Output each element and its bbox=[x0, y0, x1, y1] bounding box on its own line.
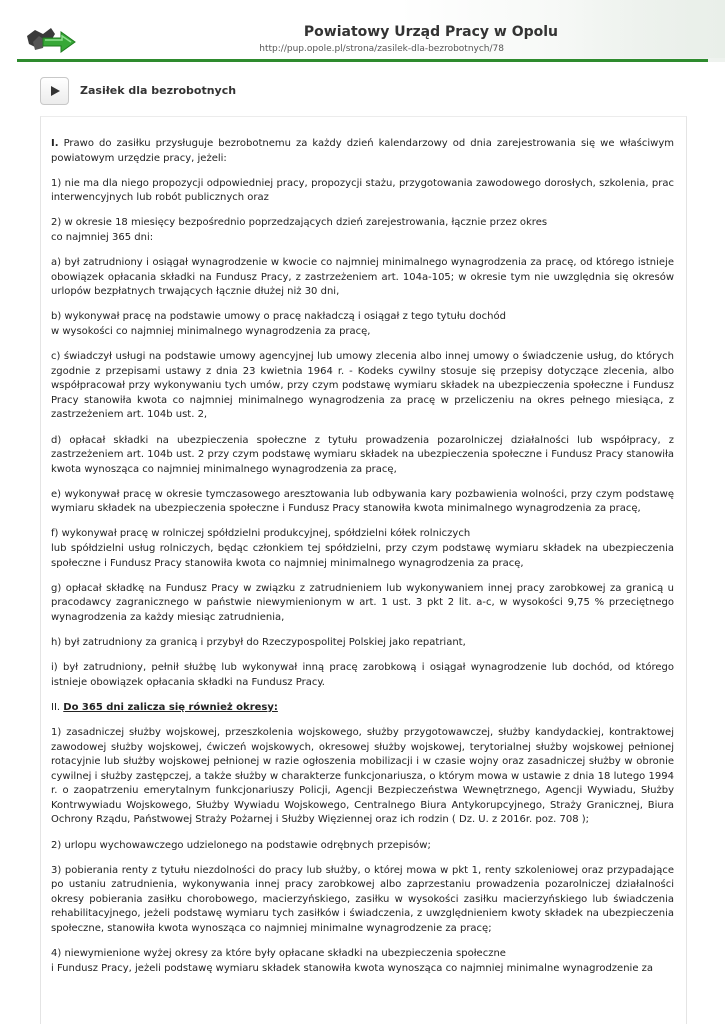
period-4-line1: 4) niewymienione wyżej okresy za które były opłacane składki na ubezpieczenia społeczne bbox=[51, 948, 506, 960]
article-play-button[interactable] bbox=[40, 77, 69, 105]
page-url: http://pup.opole.pl/strona/zasilek-dla-bezrobotnych/78 bbox=[259, 44, 504, 54]
item-h: h) był zatrudniony za granicą i przybył do Rzeczypospolitej Polskiej jako repatriant, bbox=[51, 637, 466, 649]
item-b-line2: w wysokości co najmniej minimalnego wynagrodzenia za pracę, bbox=[51, 325, 371, 337]
item-a: a) był zatrudniony i osiągał wynagrodzenie w kwocie co najmniej minimalnego wynagrodzenia za pracę, od którego istnieje obowiązek opłacania składki na Fundusz Pracy, z zastrzeżeniem art. 104a-105; w okresie tym nie uwzględnia się okresów urlopów bezpłatnych trwających łącznie dłużej niż 30 dni, bbox=[51, 257, 674, 298]
section-number: I. bbox=[51, 138, 59, 149]
section-1-intro bbox=[51, 137, 674, 166]
condition-1: 1) nie ma dla niego propozycji odpowiedniej pracy, propozycji stażu, przygotowania zawodowego dorosłych, szkolenia, prac interwencyjnych lub robót publicznych oraz bbox=[51, 177, 674, 204]
section-2-heading bbox=[51, 701, 674, 716]
logo-arrow-icon[interactable] bbox=[25, 22, 77, 56]
item-c: c) świadczył usługi na podstawie umowy agencyjnej lub umowy zlecenia albo innej umowy o świadczenie usług, do których zgodnie z przepisami ustawy z dnia 23 kwietnia 1964 r. - Kodeks cywilny stosuje się przepisy dotyczące zlecenia, albo współpracował przy wykonywaniu tych umów, przy czym podstawę wymiaru składek na ubezpieczenia społeczne i Fundusz Pracy stanowiła kwota co najmniej minimalnego wynagrodzenia za pracę w przeliczeniu na okres pełnego miesiąca, z zastrzeżeniem art. 104b ust. 2, bbox=[51, 351, 674, 421]
article-title: Zasiłek dla bezrobotnych bbox=[80, 84, 237, 97]
play-arrow-icon bbox=[41, 78, 68, 104]
intro-text: Prawo do zasiłku przysługuje bezrobotnemu za każdy dzień kalendarzowy od dnia zarejestrowania się we właściwym powiatowym urzędzie pracy, jeżeli: bbox=[51, 138, 674, 164]
item-f-line1: f) wykonywał pracę w rolniczej spółdzielni produkcyjnej, spółdzielni kółek rolniczych bbox=[51, 528, 471, 540]
period-4-line2: i Fundusz Pracy, jeżeli podstawę wymiaru składek stanowiła kwota wynosząca co najmniej minimalne wynagrodzenie za bbox=[51, 962, 654, 974]
section-2-title: Do 365 dni zalicza się również okresy: bbox=[63, 701, 278, 713]
item-b-line1: b) wykonywał pracę na podstawie umowy o pracę nakładczą i osiągał z tego tytułu dochód bbox=[51, 311, 506, 323]
item-g: g) opłacał składkę na Fundusz Pracy w związku z zatrudnieniem lub wykonywaniem innej pracy zarobkowej za granicą u pracodawcy zagranicznego w państwie niewymienionym w art. 1 ust. 3 pkt 2 lit. a-c, w wysokości 9,75 % przeciętnego wynagrodzenia za każdy miesiąc zatrudnienia, bbox=[51, 582, 674, 623]
item-f bbox=[51, 527, 674, 571]
site-title[interactable]: Powiatowy Urząd Pracy w Opolu bbox=[303, 24, 558, 40]
period-2: 2) urlopu wychowawczego udzielonego na podstawie odrębnych przepisów; bbox=[51, 839, 431, 851]
period-1: 1) zasadniczej służby wojskowej, przeszkolenia wojskowego, służby przygotowawczej, służby kandydackiej, kontraktowej zawodowej służby wojskowej, ćwiczeń wojskowych, okresowej służby wojskowej, terytorialnej służby wojskowej pełnionej rotacyjnie lub służby wojskowej pełnionej w razie ogłoszenia mobilizacji i w czasie wojny oraz zasadniczej służby w obronie cywilnej i służby zastępczej, a także służby w charakterze funkcjonariusza, o którym mowa w ustawie z dnia 18 lutego 1994 r. o zaopatrzeniu emerytalnym funkcjonariuszy Policji, Agencji Bezpieczeństwa Wewnętrznego, Agencji Wywiadu, Służby Kontrwywiadu Wojskowego, Służby Wywiadu Wojskowego, Centralnego Biura Antykorupcyjnego, Straży Granicznej, Biura Ochrony Rządu, Państwowej Straży Pożarnej i Służby Więziennej oraz ich rodzin ( Dz. U. z 2016r. poz. 708 ); bbox=[51, 726, 674, 826]
item-e: e) wykonywał pracę w okresie tymczasowego aresztowania lub odbywania kary pozbawienia wolności, przy czym podstawę wymiaru składek na ubezpieczenia społeczne i Fundusz Pracy stanowiła kwota minimalnego wynagrodzenia za pracę, bbox=[51, 488, 674, 515]
period-4 bbox=[51, 947, 674, 976]
item-d: d) opłacał składki na ubezpieczenia społeczne z tytułu prowadzenia pozarolniczej działalności lub współpracy, z zastrzeżeniem art. 104b ust. 2 przy czym podstawę wymiaru składek na ubezpieczenia społeczne i Fundusz Pracy stanowiła kwota wynosząca co najmniej minimalnego wynagrodzenia za pracę, bbox=[51, 434, 674, 475]
section-number: II. bbox=[51, 701, 61, 713]
header-decoration bbox=[560, 0, 725, 58]
condition-2-line2: co najmniej 365 dni: bbox=[51, 231, 154, 243]
item-i: i) był zatrudniony, pełnił służbę lub wykonywał inną pracę zarobkową i osiągał wynagrodzenie lub dochód, od którego istnieje obowiązek opłacania składki na Fundusz Pracy. bbox=[51, 662, 674, 688]
header-divider bbox=[17, 59, 708, 62]
item-f-line2: lub spółdzielni usług rolniczych, będąc członkiem tej spółdzielni, przy czym podstawę wymiaru składek na ubezpieczenia społeczne i Fundusz Pracy stanowiła kwota co najmniej minimalnego wynagrodzenia za pracę, bbox=[51, 543, 674, 569]
condition-2 bbox=[51, 216, 674, 245]
period-3: 3) pobierania renty z tytułu niezdolności do pracy lub służby, o której mowa w pkt 1, renty szkoleniowej oraz przypadające po ustaniu zatrudnienia, wykonywania innej pracy zarobkowej albo zaprzestaniu prowadzenia pozarolniczej działalności okresy pobierania zasiłku chorobowego, macierzyńskiego, zasiłku w wysokości zasiłku macierzyńskiego lub świadczenia rehabilitacyjnego, jeżeli podstawę wymiaru tych zasiłków i świadczenia, z uwzględnieniem kwoty składek na ubezpieczenia społeczne, stanowiła kwota wynosząca co najmniej minimalne wynagrodzenie za pracę; bbox=[51, 864, 674, 935]
article-body bbox=[51, 137, 674, 987]
item-b bbox=[51, 310, 674, 339]
condition-2-line1: 2) w okresie 18 miesięcy bezpośrednio poprzedzających dzień zarejestrowania, łącznie przez okres bbox=[51, 217, 548, 229]
